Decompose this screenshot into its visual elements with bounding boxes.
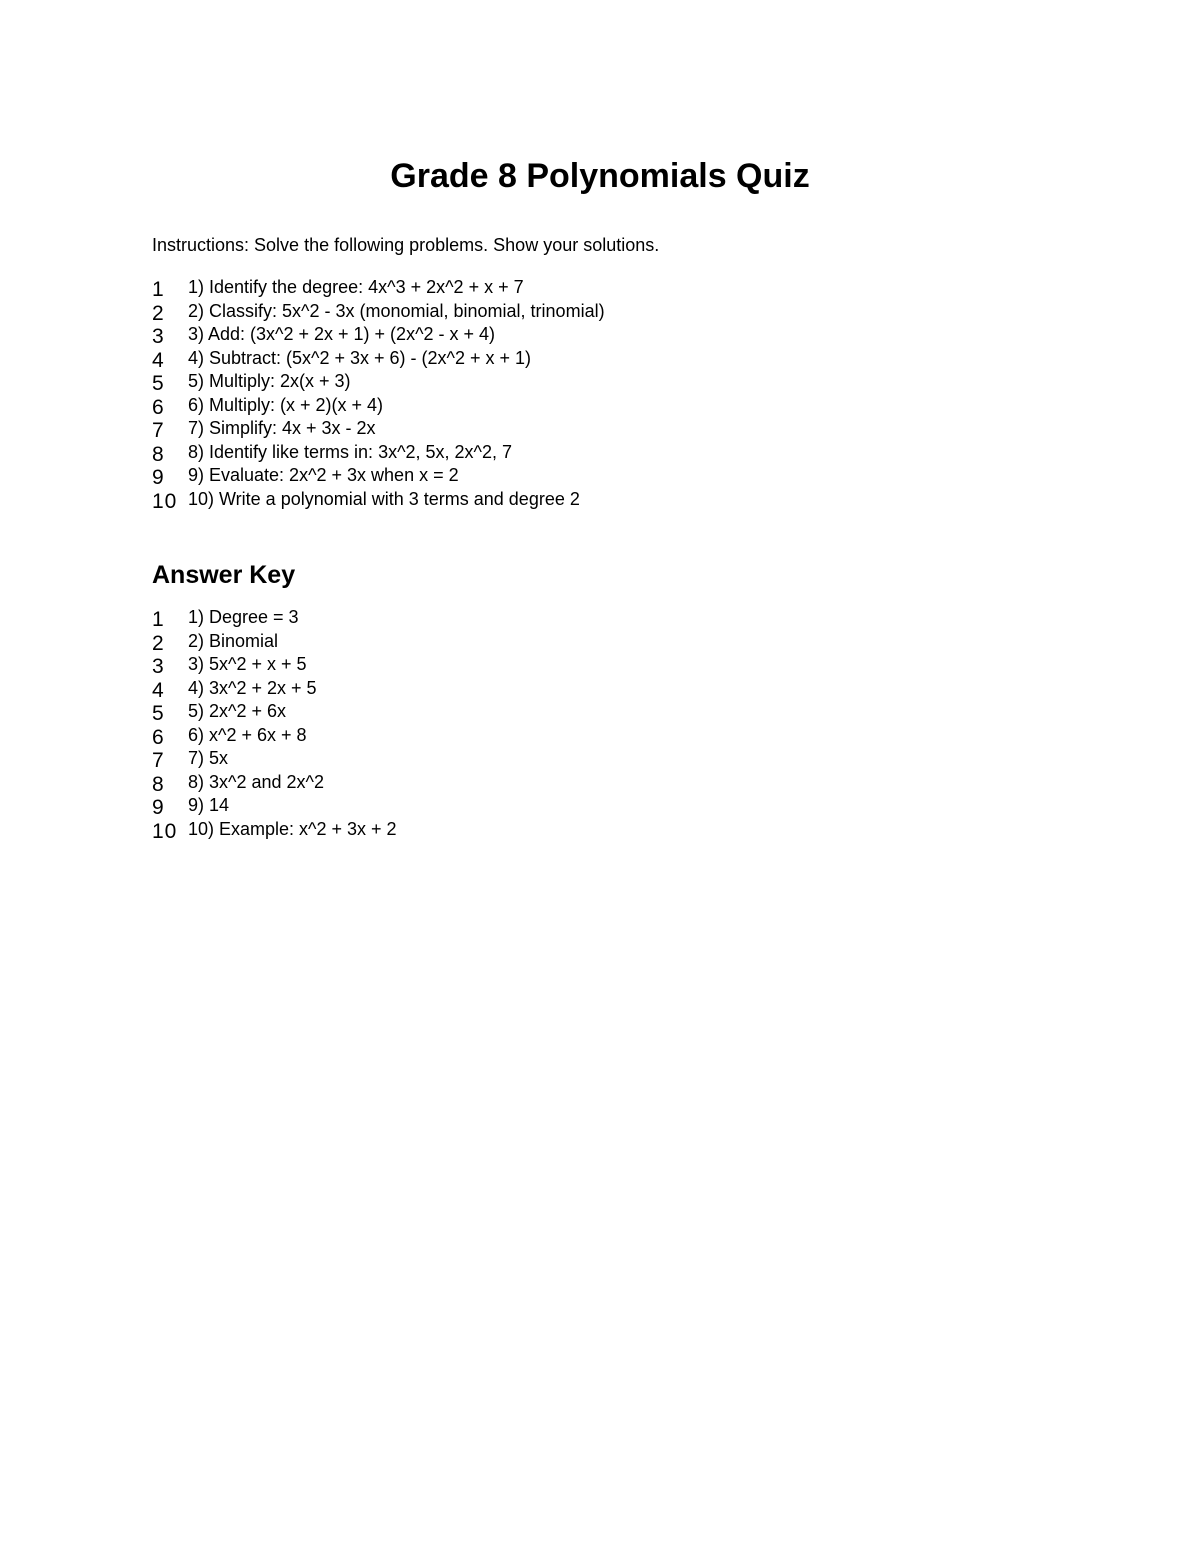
line-number: 6	[152, 395, 165, 419]
question-text: 8) Identify like terms in: 3x^2, 5x, 2x^2, 7	[188, 441, 513, 462]
answer-text: 5) 2x^2 + 6x	[188, 701, 286, 721]
question-text: 1) Identify the degree: 4x^3 + 2x^2 + x + 7	[188, 277, 524, 297]
line-number: 7	[152, 749, 165, 772]
question-text: 9) Evaluate: 2x^2 + 3x when x = 2	[188, 465, 459, 485]
answer-text: 6) x^2 + 6x + 8	[188, 724, 307, 745]
answer-text: 1) Degree = 3	[188, 607, 299, 627]
line-number: 6	[152, 725, 165, 749]
line-number: 7	[152, 419, 165, 442]
answer-text: 7) 5x	[188, 748, 229, 768]
line-number: 9	[152, 466, 165, 489]
answer-text: 3) 5x^2 + x + 5	[188, 654, 307, 674]
answer-text: 4) 3x^2 + 2x + 5	[188, 677, 317, 698]
line-number: 8	[152, 772, 165, 796]
instructions-text: Instructions: Solve the following problems. Show your solutions.	[152, 235, 660, 255]
line-number: 2	[152, 301, 165, 325]
line-number: 5	[152, 702, 165, 725]
question-text: 10) Write a polynomial with 3 terms and degree 2	[188, 488, 580, 509]
line-number: 9	[152, 796, 165, 819]
line-number: 5	[152, 372, 165, 395]
question-text: 2) Classify: 5x^2 - 3x (monomial, binomial, trinomial)	[188, 300, 605, 321]
line-number: 4	[152, 348, 165, 372]
question-text: 7) Simplify: 4x + 3x - 2x	[188, 418, 376, 438]
line-number: 10	[152, 489, 178, 513]
line-number: 3	[152, 655, 165, 678]
answer-text: 8) 3x^2 and 2x^2	[188, 771, 324, 792]
document-title: Grade 8 Polynomials Quiz	[390, 157, 810, 195]
line-number: 3	[152, 325, 165, 348]
answer-text: 10) Example: x^2 + 3x + 2	[188, 818, 397, 839]
answer-text: 2) Binomial	[188, 630, 279, 651]
question-text: 5) Multiply: 2x(x + 3)	[188, 371, 351, 391]
question-text: 4) Subtract: (5x^2 + 3x + 6) - (2x^2 + x + 1)	[188, 347, 532, 368]
line-number: 2	[152, 631, 165, 655]
line-number: 4	[152, 678, 165, 702]
answer-key-heading: Answer Key	[152, 561, 296, 589]
question-text: 3) Add: (3x^2 + 2x + 1) + (2x^2 - x + 4)	[188, 324, 496, 344]
line-number: 10	[152, 819, 178, 843]
line-number: 1	[152, 278, 165, 301]
line-number: 1	[152, 608, 165, 631]
answer-text: 9) 14	[188, 795, 230, 815]
question-text: 6) Multiply: (x + 2)(x + 4)	[188, 394, 384, 415]
line-number: 8	[152, 442, 165, 466]
